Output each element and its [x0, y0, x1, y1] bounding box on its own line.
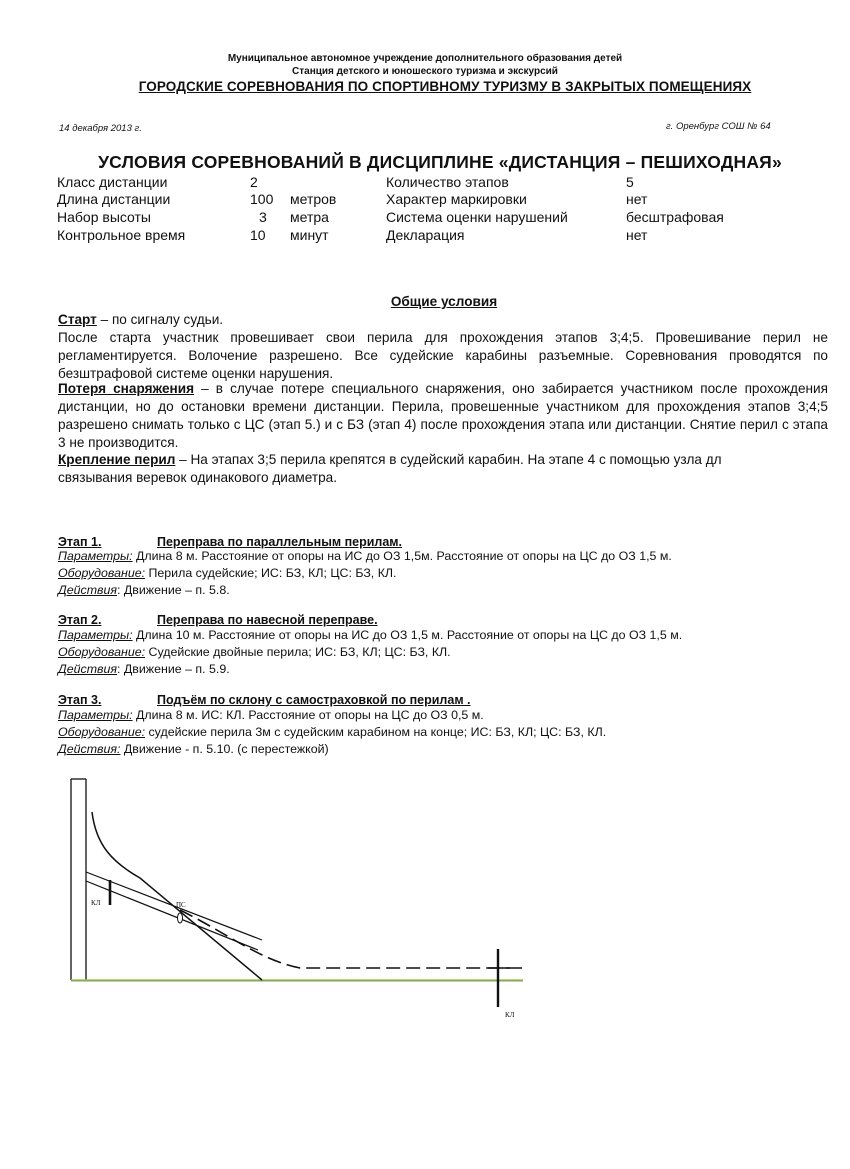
- competition-date: 14 декабря 2013 г.: [59, 123, 142, 134]
- competition-place: г. Оренбург СОШ № 64: [666, 121, 771, 132]
- start-text: – по сигналу судьи.: [96, 312, 224, 327]
- stage-number: Этап 2.: [58, 613, 102, 627]
- stage-number: Этап 1.: [58, 535, 102, 549]
- slope-line: [92, 812, 262, 980]
- equipment-label: Оборудование:: [58, 645, 146, 659]
- equipment-text: судейские перила 3м с судейским карабином на конце; ИС: БЗ, КЛ; ЦС: БЗ, КЛ.: [145, 725, 607, 739]
- param-value: 5: [626, 174, 634, 190]
- stage-name: Переправа по навесной переправе.: [157, 613, 378, 627]
- stage-number: Этап 3.: [58, 693, 102, 707]
- loss-text: – в случае потере специального снаряжения, оно забирается участником после прохождения дистанции, но до остановки времени дистанции. Перила, провешенные участником для прохождения этапов 3;4;5 разрешено снимать только с ЦС (этап 5.) и с БЗ (этап 4) после прохождения этапа или дистанции. Снятие перил с этапа 3 не производится.: [58, 381, 828, 450]
- rail-paragraph-cont: связывания веревок одинакового диаметра.: [58, 470, 338, 485]
- param-unit: метров: [290, 191, 337, 207]
- loss-lead: Потеря снаряжения: [58, 381, 195, 396]
- param-label: Характер маркировки: [386, 191, 527, 207]
- params-text: Длина 8 м. ИС: КЛ. Расстояние от опоры на ЦС до ОЗ 0,5 м.: [132, 708, 484, 722]
- equipment-text: Судейские двойные перила; ИС: БЗ, КЛ; ЦС: БЗ, КЛ.: [145, 645, 451, 659]
- param-label: Класс дистанции: [57, 174, 168, 190]
- kl-label-right: КЛ: [505, 1011, 515, 1019]
- general-paragraph: После старта участник провешивает свои перила для прохождения этапов 3;4;5. Провешивание перил не регламентируется. Волочение разрешено. Все судейские карабины разъемные. Соревнования проводятся по безштрафовой системе оценки нарушения.: [58, 330, 828, 381]
- param-value: 100: [250, 191, 274, 207]
- param-label: Длина дистанции: [57, 191, 171, 207]
- actions-label: Действия: [58, 662, 118, 676]
- params-text: Длина 8 м. Расстояние от опоры на ИС до ОЗ 1,5м. Расстояние от опоры на ЦС до ОЗ 1,5 м.: [132, 549, 672, 563]
- params-text: Длина 10 м. Расстояние от опоры на ИС до ОЗ 1,5 м. Расстояние от опоры на ЦС до ОЗ 1,5 м.: [132, 628, 683, 642]
- param-value: 2: [250, 174, 258, 190]
- params-label: Параметры:: [58, 708, 133, 722]
- station-name: Станция детского и юношеского туризма и экскурсий: [292, 66, 558, 77]
- stage-name: Подъём по склону с самостраховкой по перилам .: [157, 693, 471, 707]
- rail-line-2: [86, 881, 258, 950]
- param-label: Контрольное время: [57, 227, 186, 243]
- page-title: УСЛОВИЯ СОРЕВНОВАНИЙ В ДИСЦИПЛИНЕ «ДИСТАНЦИЯ – ПЕШИХОДНАЯ»: [98, 152, 782, 172]
- params-label: Параметры:: [58, 628, 133, 642]
- param-value: бесштрафовая: [626, 209, 724, 225]
- param-label: Система оценки нарушений: [386, 209, 568, 225]
- equipment-label: Оборудование:: [58, 725, 146, 739]
- equipment-text: Перила судейские; ИС: БЗ, КЛ; ЦС: БЗ, КЛ.: [145, 566, 397, 580]
- start-lead: Старт: [58, 312, 97, 327]
- param-label: Декларация: [386, 227, 465, 243]
- param-unit: метра: [290, 209, 329, 225]
- actions-text: : Движение – п. 5.9.: [117, 662, 230, 676]
- ps-marker: [178, 913, 183, 923]
- equipment-label: Оборудование:: [58, 566, 146, 580]
- ps-label: ПС: [176, 901, 186, 909]
- params-label: Параметры:: [58, 549, 133, 563]
- actions-text: Движение - п. 5.10. (с перестежкой): [120, 742, 329, 756]
- param-value: 3: [259, 209, 267, 225]
- param-label: Набор высоты: [57, 209, 151, 225]
- actions-text: : Движение – п. 5.8.: [117, 583, 230, 597]
- param-value: 10: [250, 227, 266, 243]
- param-label: Количество этапов: [386, 174, 509, 190]
- kl-label-left: КЛ: [91, 899, 101, 907]
- actions-label: Действия:: [58, 742, 121, 756]
- param-value: нет: [626, 191, 648, 207]
- param-unit: минут: [290, 227, 329, 243]
- rail-line-1: [86, 872, 262, 940]
- general-heading: Общие условия: [390, 294, 498, 309]
- rail-lead: Крепление перил: [58, 452, 176, 467]
- competition-title: ГОРОДСКИЕ СОРЕВНОВАНИЯ ПО СПОРТИВНОМУ ТУРИЗМУ В ЗАКРЫТЫХ ПОМЕЩЕНИЯХ: [138, 79, 752, 94]
- rail-text: – На этапах 3;5 перила крепятся в судейский карабин. На этапе 4 с помощью узла дл: [175, 452, 722, 467]
- actions-label: Действия: [58, 583, 118, 597]
- param-value: нет: [626, 227, 648, 243]
- institution-name: Муниципальное автономное учреждение дополнительного образования детей: [227, 53, 623, 64]
- stage-name: Переправа по параллельным перилам.: [157, 535, 403, 549]
